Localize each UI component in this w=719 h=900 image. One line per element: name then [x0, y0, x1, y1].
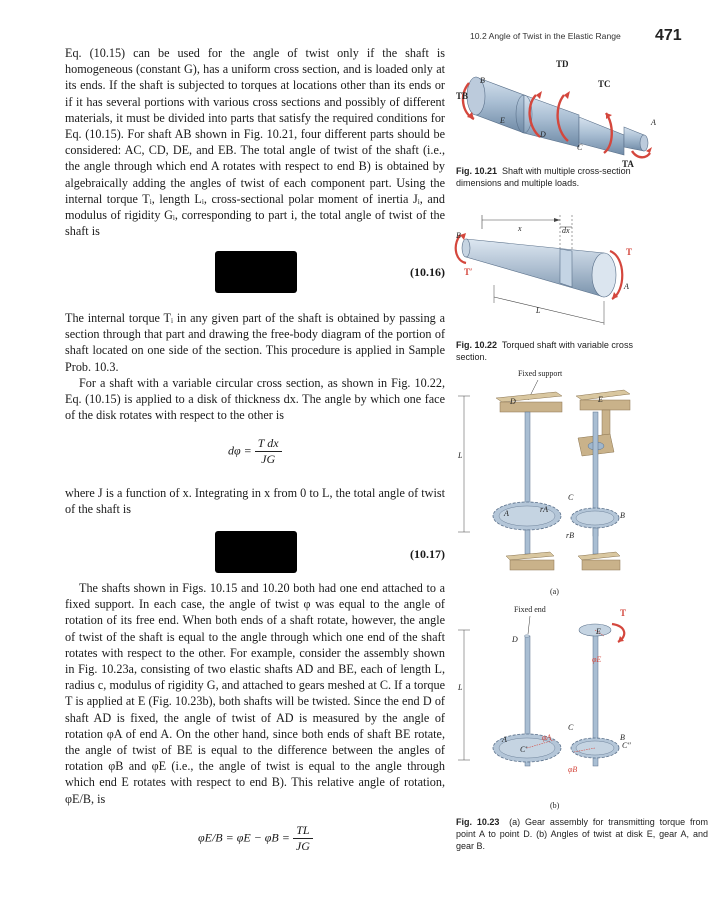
figure-10-23a [454, 366, 654, 596]
label-T-fig23b: T [620, 608, 627, 618]
support-D [496, 392, 562, 402]
figure-10-23b [454, 600, 654, 812]
label-E: E [500, 116, 505, 125]
label-subfigure-a: (a) [550, 587, 559, 596]
torque-arrow-A [632, 151, 650, 157]
label-L-fig22: L [536, 306, 541, 315]
paragraph-shaft-parts: Eq. (10.15) can be used for the angle of twist only if the shaft is homogeneous (constant G), has a uniform cross section, and is loaded only at its ends. If the shaft is subjected to torques at locations other than its ends or if it has several portions with various cross sections and possibly of different materials, it must be divided into parts that satisfy the required conditions for Eq. (10.15). For shaft AB shown in Fig. 10.21, four different parts should be considered: AC, CD, DE, and EB. The total angle of twist of the shaft (i.e., the angle through which end A rotates with respect to end B) is obtained by algebraically adding the angles of twist of each component part. Using the internal torque Tᵢ, length Lᵢ, cross-sectional polar moment of inertia Jᵢ, and modulus of rigidity Gᵢ, corresponding to part i, the total angle of twist of the shaft is [65, 46, 445, 239]
caption-fig-10-21-text: Shaft with multiple cross-section dimensions and multiple loads. [456, 166, 631, 188]
label-B-fig22: B [456, 231, 461, 240]
equation-10-17-number: (10.17) [410, 547, 445, 561]
caption-fig-10-21 [456, 165, 646, 189]
label-phiE: φE [592, 655, 602, 664]
label-C: C [577, 143, 583, 152]
label-x: x [518, 224, 522, 233]
label-phiB: φB [568, 765, 578, 774]
label-D: D [540, 130, 546, 139]
paragraph-integrate: where J is a function of x. Integrating in x from 0 to L, the total angle of twist of the shaft is [65, 486, 445, 517]
equation-phi-EB-denominator: JG [295, 839, 310, 853]
tapered-shaft-end-B [462, 239, 470, 257]
label-E-fig23a: E [598, 395, 603, 404]
label-D-fig23a: D [510, 397, 516, 406]
paragraph-internal-torque-a: The internal torque Tᵢ in any given part of the shaft is obtained by passing a section through that part and drawing the free-body diagram of the portion of shaft located on one side of the section. This procedure is applied in Sample Prob. 10.3. [65, 311, 445, 374]
running-head: 10.2 Angle of Twist in the Elastic Range [470, 31, 621, 41]
figure-10-21 [454, 55, 669, 170]
label-fixed-end: Fixed end [514, 605, 546, 614]
shaft-segment-CD [579, 117, 624, 155]
label-B: B [480, 76, 485, 85]
label-E-fig23b: E [596, 627, 601, 636]
caption-fig-10-22-text: Torqued shaft with variable cross section. [456, 340, 633, 362]
caption-fig-10-23 [456, 816, 708, 852]
paragraph-variable-section: For a shaft with a variable circular cross section, as shown in Fig. 10.22, Eq. (10.15) is applied to a disk of thickness dx. The angle by which one face of the disk rotates with respect to the other is [65, 375, 445, 423]
label-A-fig23b: A [502, 735, 507, 744]
paragraph-gear-assembly: The shafts shown in Figs. 10.15 and 10.20 both had one end attached to a fixed support. In each case, the angle of twist φ was equal to the angle of rotation of its free end. When both ends of a shaft rotate, however, the angle of twist of the shaft is equal to the angle through which one end of the shaft rotates with respect to the other. For example, consider the assembly shown in Fig. 10.23a, consisting of two elastic shafts AD and BE, each of length L, radius c, modulus of rigidity G, and attached to gears meshed at C. If a torque T is applied at E (Fig. 10.23b), both shafts will be twisted. Since the end D of shaft AD is fixed, the angle of twist of AD is measured by the angle of rotation φA of end A. On the other hand, since both ends of shaft BE rotate, the angle of twist of BE is equal to the difference between the angles of rotation φB and φE (i.e., the angle of twist is equal to the angle through which end E rotates with respect to end B). This relative angle of rotation, φE/B, is [65, 581, 445, 806]
label-C-fig23a: C [568, 493, 574, 502]
label-TC: TC [598, 79, 611, 89]
caption-fig-10-21-label: Fig. 10.21 [456, 166, 498, 176]
label-L-fig23b: L [458, 683, 463, 692]
shaft-end-A [640, 135, 648, 151]
page-number: 471 [655, 27, 682, 44]
label-phiA: φA [542, 733, 552, 742]
caption-fig-10-22-label: Fig. 10.22 [456, 340, 498, 350]
equation-dphi-denominator: JG [261, 452, 276, 466]
label-TB: TB [456, 91, 469, 101]
equation-phi-EB-numerator: TL [293, 823, 313, 839]
label-fixed-support: Fixed support [518, 369, 563, 378]
label-rB: rB [566, 531, 574, 540]
equation-dphi-lhs: dφ = [228, 443, 252, 458]
label-L-fig23a: L [458, 451, 463, 460]
label-T-prime: T′ [464, 267, 473, 277]
label-rA: rA [540, 505, 548, 514]
equation-dphi-fraction [255, 436, 282, 467]
caption-fig-10-23-label: Fig. 10.23 [456, 817, 500, 827]
equation-phi-EB-fraction [293, 823, 313, 854]
label-dx: dx [562, 226, 570, 235]
label-C-double-prime: C″ [622, 741, 631, 750]
label-TD: TD [556, 59, 569, 69]
label-B-fig23a: B [620, 511, 625, 520]
label-B-fig23b: B [620, 733, 625, 742]
equation-10-17-redacted [215, 531, 297, 573]
base-support-B [578, 552, 620, 560]
equation-phi-EB [198, 823, 313, 854]
tapered-shaft-end-A [592, 253, 616, 297]
tapered-shaft [466, 239, 604, 297]
equation-dphi [228, 436, 282, 467]
support-E [576, 390, 630, 400]
label-A: A [651, 118, 656, 127]
equation-10-16-redacted [215, 251, 297, 293]
label-C-fig23b: C [568, 723, 574, 732]
disk-element [560, 249, 572, 287]
paragraph-internal-torque [65, 310, 445, 423]
equation-phi-EB-lhs: φE/B = φE − φB = [198, 830, 290, 845]
equation-10-16-number: (10.16) [410, 265, 445, 279]
caption-fig-10-23-text: (a) Gear assembly for transmitting torque from point A to point D. (b) Angles of twist at disk E, gear A, and gear B. [456, 817, 708, 851]
equation-dphi-numerator: T dx [255, 436, 282, 452]
label-TA: TA [622, 159, 634, 169]
label-subfigure-b: (b) [550, 801, 560, 810]
label-D-fig23b: D [512, 635, 518, 644]
label-A-fig22: A [624, 282, 629, 291]
label-C-prime: C′ [520, 745, 528, 754]
label-T-fig22: T [626, 247, 633, 257]
caption-fig-10-22 [456, 339, 646, 363]
label-A-fig23a: A [504, 509, 509, 518]
figure-10-22 [454, 205, 654, 333]
